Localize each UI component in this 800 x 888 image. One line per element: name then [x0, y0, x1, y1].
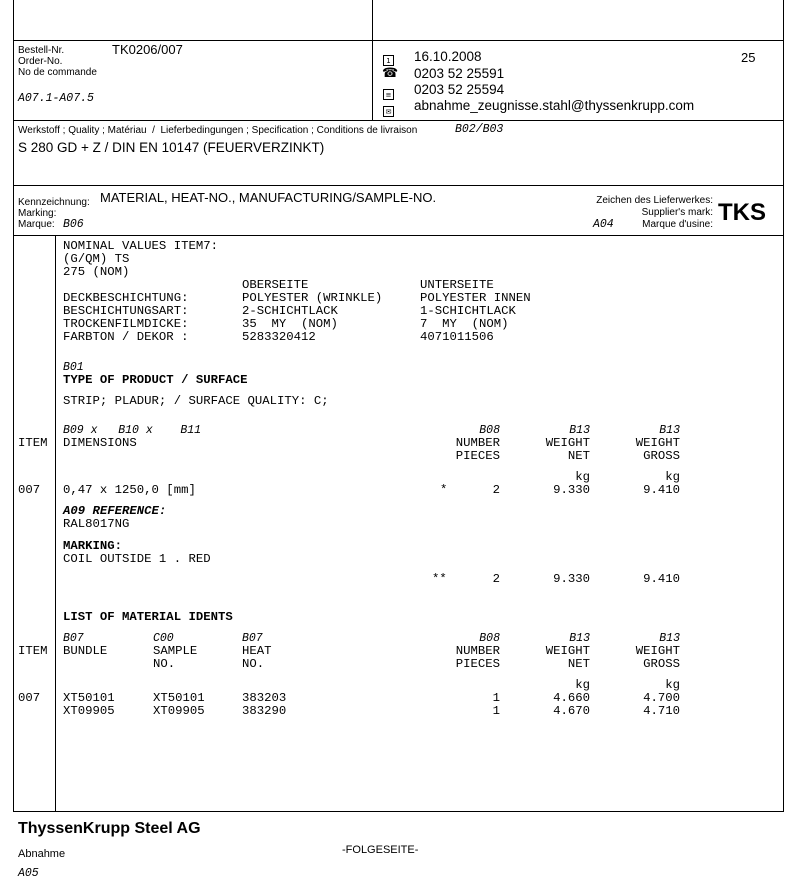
net-code: B13: [569, 424, 590, 437]
list-head-heat-no: NO.: [242, 657, 265, 671]
list-row-1-sample: XT50101: [153, 691, 205, 705]
list-code-bundle: B07: [63, 632, 84, 645]
material-value: S 280 GD + Z / DIN EN 10147 (FEUERVERZINKT): [18, 140, 325, 155]
list-row-2-bundle: XT09905: [63, 704, 115, 718]
phone-number: 0203 52 25591: [414, 66, 505, 81]
list-head-pieces-2: PIECES: [455, 657, 500, 671]
top-divider: [372, 0, 373, 40]
dimension-codes: B09 x B10 x B11: [63, 424, 202, 437]
coating-bottom-2: 1-SCHICHTLACK: [420, 304, 516, 318]
list-code-heat: B07: [242, 632, 263, 645]
company-name: ThyssenKrupp Steel AG: [18, 820, 201, 837]
list-row-1-bundle: XT50101: [63, 691, 115, 705]
material-top-rule: [13, 120, 784, 121]
fax-icon: ≡: [383, 84, 394, 102]
item-pieces: 2: [492, 483, 500, 497]
marking-label-en: Marking:: [18, 208, 57, 219]
material-label: Werkstoff ; Quality ; Matériau / Lieferbedingungen ; Specification ; Conditions de livraison: [18, 125, 418, 136]
department: Abnahme: [18, 848, 66, 860]
marking-label-de: Kennzeichnung:: [18, 197, 90, 208]
b01-code: B01: [63, 361, 84, 374]
list-row-2-sample: XT09905: [153, 704, 205, 718]
marking-label-fr: Marque:: [18, 219, 55, 230]
list-code-sample: C00: [153, 632, 174, 645]
list-title: LIST OF MATERIAL IDENTS: [63, 610, 233, 624]
total-gross-weight: 9.410: [643, 572, 680, 586]
page-number: 25: [741, 50, 756, 65]
gross-head-1: WEIGHT: [635, 436, 680, 450]
coating-head-bottom: UNTERSEITE: [420, 278, 494, 292]
list-head-gross-2: GROSS: [643, 657, 680, 671]
coating-label-1: DECKBESCHICHTUNG:: [63, 291, 189, 305]
list-row-2-gross: 4.710: [643, 704, 680, 718]
list-row-1-net: 4.660: [553, 691, 590, 705]
list-head-sample: SAMPLE: [153, 644, 198, 658]
list-gross-unit: kg: [665, 678, 680, 692]
next-page-note: -FOLGESEITE-: [342, 844, 419, 856]
gross-code: B13: [659, 424, 680, 437]
footer-code: A05: [18, 867, 39, 880]
coating-label-4: FARBTON / DEKOR :: [63, 330, 189, 344]
gross-head-2: GROSS: [643, 449, 680, 463]
product-value: STRIP; PLADUR; / SURFACE QUALITY: C;: [63, 394, 329, 408]
list-head-net-1: WEIGHT: [545, 644, 590, 658]
material-code: B02/B03: [455, 123, 504, 136]
list-net-unit: kg: [575, 678, 590, 692]
coating-top-4: 5283320412: [242, 330, 316, 344]
frame-right-border: [783, 0, 784, 812]
coating-label-2: BESCHICHTUNGSART:: [63, 304, 189, 318]
reference-label: A09 REFERENCE:: [63, 504, 167, 518]
item-net-weight: 9.330: [553, 483, 590, 497]
order-label-de: Bestell-Nr.: [18, 45, 65, 56]
product-title: TYPE OF PRODUCT / SURFACE: [63, 373, 248, 387]
marking-top-rule: [13, 185, 784, 186]
calendar-icon: 1: [383, 50, 394, 68]
body-top-rule: [13, 235, 784, 236]
list-row-2-net: 4.670: [553, 704, 590, 718]
list-code-net: B13: [569, 632, 590, 645]
marking-title: MARKING:: [63, 539, 123, 553]
supplier-mark: TKS: [718, 199, 766, 226]
marking-code: B06: [63, 218, 84, 231]
marking-text: COIL OUTSIDE 1 . RED: [63, 552, 211, 566]
body-bottom-rule: [13, 811, 784, 812]
frame-left-border: [13, 0, 14, 812]
coating-bottom-1: POLYESTER INNEN: [420, 291, 531, 305]
item-number: 007: [18, 483, 41, 497]
list-code-pieces: B08: [479, 632, 500, 645]
coating-bottom-4: 4071011506: [420, 330, 494, 344]
dimension-value: 0,47 x 1250,0 [mm]: [63, 483, 196, 497]
pieces-head-2: PIECES: [455, 449, 500, 463]
gross-unit: kg: [665, 470, 680, 484]
email-icon: ✉: [383, 101, 394, 119]
list-row-1-gross: 4.700: [643, 691, 680, 705]
total-stars: **: [432, 572, 447, 586]
supplier-label-de: Zeichen des Lieferwerkes:: [596, 195, 713, 206]
reference-value: RAL8017NG: [63, 517, 130, 531]
net-head-2: NET: [567, 449, 590, 463]
total-net-weight: 9.330: [553, 572, 590, 586]
telephone-icon: ☎: [382, 65, 399, 80]
list-row-2-heat: 383290: [242, 704, 287, 718]
email-address: abnahme_zeugnisse.stahl@thyssenkrupp.com: [414, 98, 695, 113]
list-item-label: ITEM: [18, 644, 48, 658]
coating-head-top: OBERSEITE: [242, 278, 309, 292]
body-left-column-divider: [55, 235, 56, 812]
list-row-2-pieces: 1: [492, 704, 500, 718]
item-star: *: [440, 483, 448, 497]
header-top-rule: [13, 40, 784, 41]
supplier-label-en: Supplier's mark:: [641, 207, 713, 218]
list-head-gross-1: WEIGHT: [635, 644, 680, 658]
list-head-heat: HEAT: [242, 644, 272, 658]
fax-number: 0203 52 25594: [414, 82, 505, 97]
header-column-divider: [372, 40, 373, 120]
order-label-fr: No de commande: [18, 67, 97, 78]
list-code-gross: B13: [659, 632, 680, 645]
supplier-label-fr: Marque d'usine:: [642, 219, 713, 230]
list-row-1-item: 007: [18, 691, 41, 705]
date: 16.10.2008: [414, 49, 482, 64]
list-head-bundle: BUNDLE: [63, 644, 108, 658]
item-label: ITEM: [18, 436, 48, 450]
item-gross-weight: 9.410: [643, 483, 680, 497]
coating-top-2: 2-SCHICHTLACK: [242, 304, 338, 318]
list-row-1-heat: 383203: [242, 691, 287, 705]
net-unit: kg: [575, 470, 590, 484]
coating-bottom-3: 7 MY (NOM): [420, 317, 509, 331]
dimensions-label: DIMENSIONS: [63, 436, 137, 450]
list-head-pieces-1: NUMBER: [455, 644, 500, 658]
list-head-sample-no: NO.: [153, 657, 176, 671]
net-head-1: WEIGHT: [545, 436, 590, 450]
total-pieces: 2: [492, 572, 500, 586]
nominal-line-3: 275 (NOM): [63, 265, 130, 279]
order-label-en: Order-No.: [18, 56, 63, 67]
nominal-line-2: (G/QM) TS: [63, 252, 130, 266]
coating-top-1: POLYESTER (WRINKLE): [242, 291, 383, 305]
coating-top-3: 35 MY (NOM): [242, 317, 338, 331]
nominal-line-1: NOMINAL VALUES ITEM7:: [63, 239, 218, 253]
coating-label-3: TROCKENFILMDICKE:: [63, 317, 189, 331]
code-a07: A07.1-A07.5: [18, 92, 94, 105]
pieces-code: B08: [479, 424, 500, 437]
marking-value: MATERIAL, HEAT-NO., MANUFACTURING/SAMPLE-NO.: [100, 190, 437, 205]
pieces-head-1: NUMBER: [455, 436, 500, 450]
list-row-1-pieces: 1: [492, 691, 500, 705]
supplier-code: A04: [593, 218, 614, 231]
list-head-net-2: NET: [567, 657, 590, 671]
order-number: TK0206/007: [112, 42, 183, 57]
